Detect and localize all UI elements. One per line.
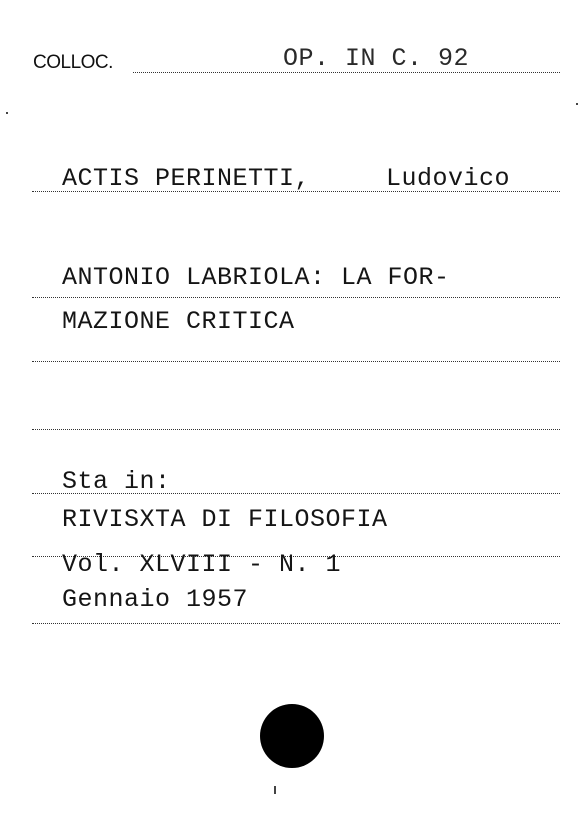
sta-in-dotted-line	[32, 493, 560, 494]
title-dotted-line-1	[32, 297, 560, 298]
punch-hole	[260, 704, 324, 768]
speck-mark	[6, 112, 8, 114]
date-dotted-line	[32, 623, 560, 624]
speck-mark	[576, 103, 578, 105]
title-dotted-line-2	[32, 361, 560, 362]
hole-tick-mark	[274, 786, 276, 794]
colloc-label: COLLOC.	[33, 52, 113, 73]
title-line-2: MAZIONE CRITICA	[62, 307, 295, 336]
title-line-1: ANTONIO LABRIOLA: LA FOR-	[62, 263, 450, 292]
sta-in-label: Sta in:	[62, 467, 171, 496]
author-name: Ludovico	[386, 164, 511, 193]
blank-dotted-line	[32, 429, 560, 430]
volume-number: Vol. XLVIII - N. 1	[62, 550, 342, 579]
colloc-value: OP. IN C. 92	[283, 44, 470, 73]
author-surname: ACTIS PERINETTI,	[62, 164, 311, 193]
issue-date: Gennaio 1957	[62, 585, 249, 614]
author-dotted-line	[32, 191, 560, 192]
journal-title: RIVISXTA DI FILOSOFIA	[62, 505, 388, 534]
